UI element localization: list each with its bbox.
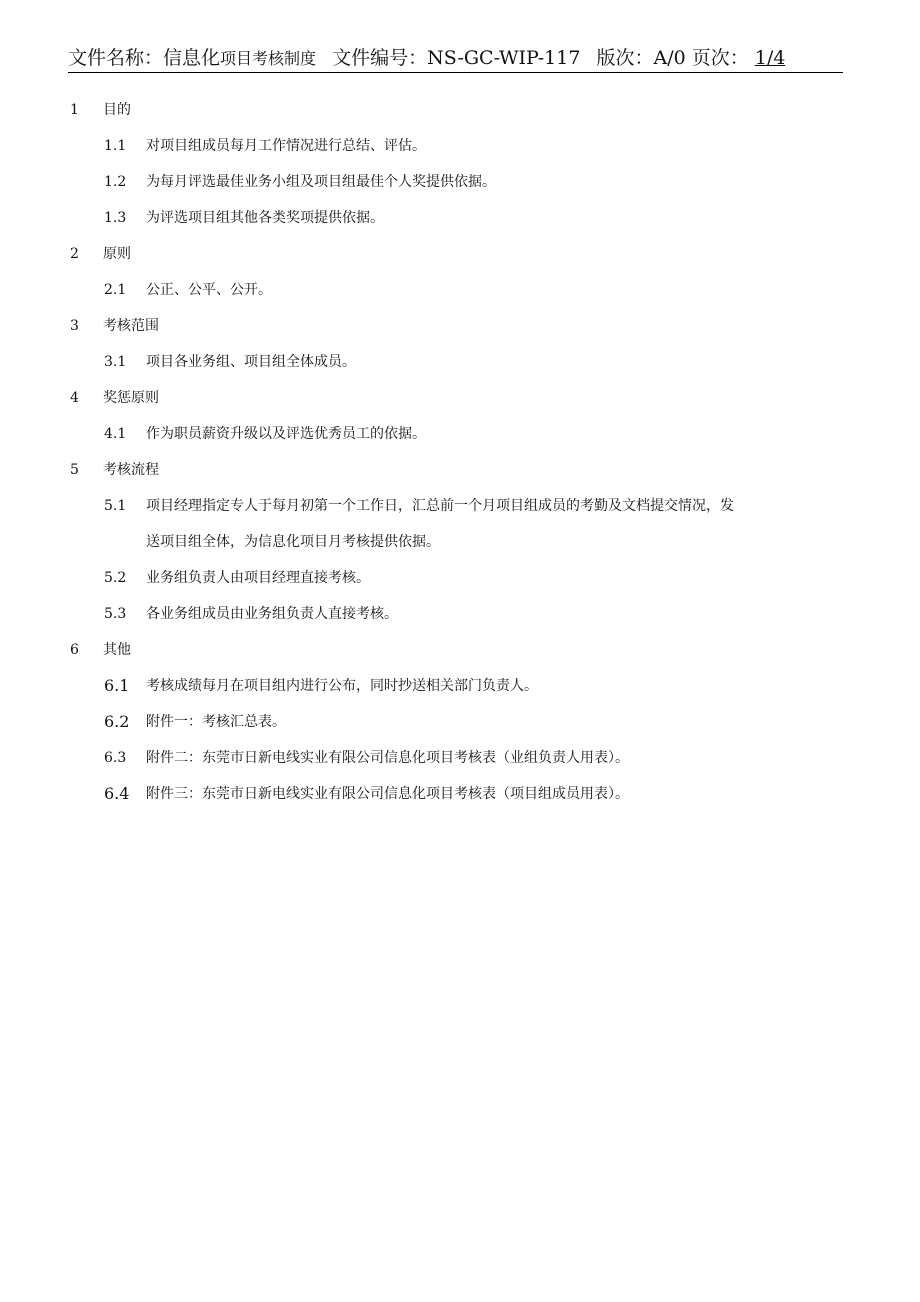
section-heading: 5 考核流程 bbox=[70, 462, 159, 478]
document-header bbox=[68, 44, 843, 73]
version: 版次：A/0 bbox=[596, 47, 686, 69]
list-item: 6.2 附件一：考核汇总表。 bbox=[104, 712, 286, 731]
list-item: 1.1 对项目组成员每月工作情况进行总结、评估。 bbox=[104, 138, 426, 154]
list-item: 5.3 各业务组成员由业务组负责人直接考核。 bbox=[104, 606, 398, 622]
list-item-continuation: 送项目组全体，为信息化项目月考核提供依据。 bbox=[146, 534, 440, 550]
page-info: 页次： 1/4 bbox=[691, 47, 786, 69]
list-item: 6.3 附件二：东莞市日新电线实业有限公司信息化项目考核表（业组负责人用表）。 bbox=[104, 750, 629, 766]
list-item: 6.1 考核成绩每月在项目组内进行公布，同时抄送相关部门负责人。 bbox=[104, 676, 538, 695]
list-item: 4.1 作为职员薪资升级以及评选优秀员工的依据。 bbox=[104, 426, 426, 442]
list-item: 2.1 公正、公平、公开。 bbox=[104, 282, 272, 298]
list-item: 1.3 为评选项目组其他各类奖项提供依据。 bbox=[104, 210, 384, 226]
section-heading: 6 其他 bbox=[70, 642, 131, 658]
section-heading: 3 考核范围 bbox=[70, 318, 159, 334]
document-body bbox=[0, 92, 920, 812]
file-code: 文件编号：NS-GC-WIP-117 bbox=[332, 47, 581, 69]
section-heading: 1 目的 bbox=[70, 102, 131, 118]
list-item: 5.1 项目经理指定专人于每月初第一个工作日，汇总前一个月项目组成员的考勤及文档提交情况，发 bbox=[104, 498, 734, 514]
section-heading: 4 奖惩原则 bbox=[70, 390, 159, 406]
section-heading: 2 原则 bbox=[70, 246, 131, 262]
list-item: 1.2 为每月评选最佳业务小组及项目组最佳个人奖提供依据。 bbox=[104, 174, 496, 190]
list-item: 3.1 项目各业务组、项目组全体成员。 bbox=[104, 354, 356, 370]
list-item: 6.4 附件三：东莞市日新电线实业有限公司信息化项目考核表（项目组成员用表）。 bbox=[104, 784, 629, 803]
list-item: 5.2 业务组负责人由项目经理直接考核。 bbox=[104, 570, 370, 586]
file-name: 文件名称：信息化项目考核制度 bbox=[68, 47, 317, 69]
